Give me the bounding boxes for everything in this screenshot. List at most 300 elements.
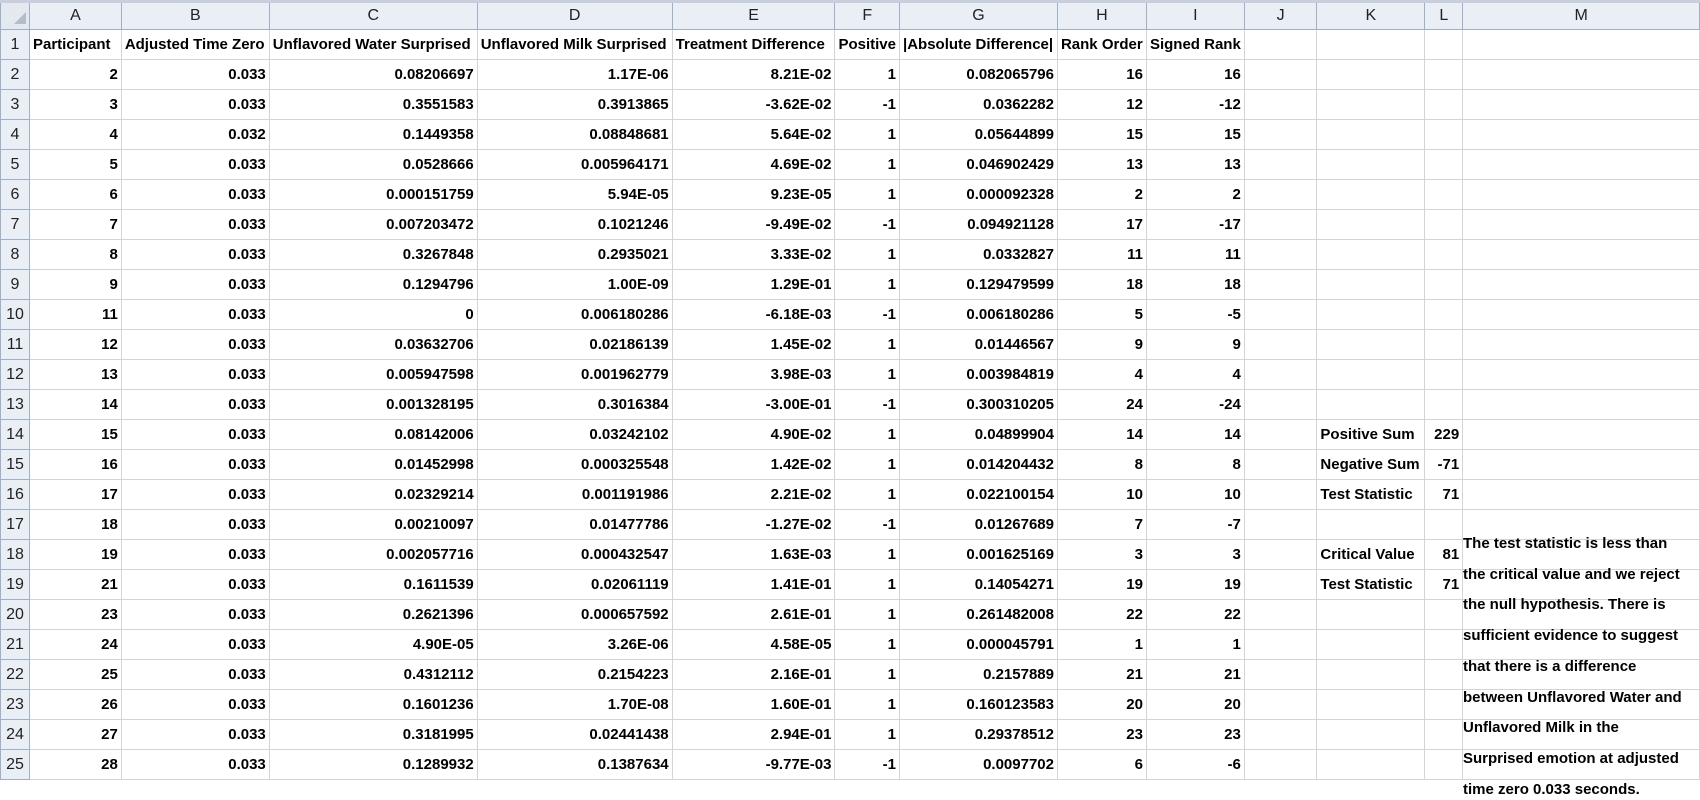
data-cell[interactable]: 1 <box>835 570 900 600</box>
data-cell[interactable]: 1.41E-01 <box>672 570 835 600</box>
empty-cell[interactable] <box>1244 420 1317 450</box>
data-cell[interactable]: -7 <box>1146 510 1244 540</box>
empty-cell[interactable] <box>1463 30 1700 60</box>
row-header[interactable]: 16 <box>1 480 30 510</box>
empty-cell[interactable] <box>1244 150 1317 180</box>
row-header[interactable]: 4 <box>1 120 30 150</box>
data-cell[interactable]: 15 <box>1146 120 1244 150</box>
column-header-g[interactable]: G <box>900 2 1058 30</box>
empty-cell[interactable] <box>1463 270 1700 300</box>
header-cell[interactable]: Signed Rank <box>1146 30 1244 60</box>
data-cell[interactable]: -9.77E-03 <box>672 750 835 780</box>
column-header-f[interactable]: F <box>835 2 900 30</box>
empty-cell[interactable] <box>1425 180 1463 210</box>
data-cell[interactable]: 0.03632706 <box>269 330 477 360</box>
data-cell[interactable]: 0.033 <box>121 330 269 360</box>
data-cell[interactable]: 0.001625169 <box>900 540 1058 570</box>
data-cell[interactable]: 2.94E-01 <box>672 720 835 750</box>
column-header-j[interactable]: J <box>1244 2 1317 30</box>
data-cell[interactable]: 0.1294796 <box>269 270 477 300</box>
data-cell[interactable]: 0.02061119 <box>477 570 672 600</box>
empty-cell[interactable] <box>1244 450 1317 480</box>
column-header-h[interactable]: H <box>1057 2 1146 30</box>
row-header[interactable]: 11 <box>1 330 30 360</box>
data-cell[interactable]: 10 <box>1057 480 1146 510</box>
empty-cell[interactable] <box>1317 750 1425 780</box>
empty-cell[interactable] <box>1317 90 1425 120</box>
data-cell[interactable]: 20 <box>1057 690 1146 720</box>
data-cell[interactable]: 21 <box>1146 660 1244 690</box>
empty-cell[interactable] <box>1244 360 1317 390</box>
data-cell[interactable]: 1.42E-02 <box>672 450 835 480</box>
data-cell[interactable]: 1 <box>835 690 900 720</box>
empty-cell[interactable] <box>1425 240 1463 270</box>
data-cell[interactable]: 1.29E-01 <box>672 270 835 300</box>
data-cell[interactable]: 0.022100154 <box>900 480 1058 510</box>
empty-cell[interactable] <box>1317 630 1425 660</box>
data-cell[interactable]: 4 <box>1146 360 1244 390</box>
empty-cell[interactable] <box>1425 360 1463 390</box>
data-cell[interactable]: 0.1601236 <box>269 690 477 720</box>
empty-cell[interactable] <box>1244 690 1317 720</box>
data-cell[interactable]: 1 <box>835 180 900 210</box>
empty-cell[interactable] <box>1463 390 1700 420</box>
data-cell[interactable]: 12 <box>30 330 122 360</box>
data-cell[interactable]: 1.70E-08 <box>477 690 672 720</box>
data-cell[interactable]: 21 <box>30 570 122 600</box>
row-header[interactable]: 18 <box>1 540 30 570</box>
summary-value-cell[interactable]: -71 <box>1425 450 1463 480</box>
data-cell[interactable]: 5.94E-05 <box>477 180 672 210</box>
data-cell[interactable]: 3.33E-02 <box>672 240 835 270</box>
data-cell[interactable]: 0.000432547 <box>477 540 672 570</box>
data-cell[interactable]: 0.033 <box>121 450 269 480</box>
data-cell[interactable]: 1 <box>835 150 900 180</box>
data-cell[interactable]: 0.129479599 <box>900 270 1058 300</box>
header-cell[interactable]: Positive <box>835 30 900 60</box>
data-cell[interactable]: 7 <box>1057 510 1146 540</box>
empty-cell[interactable] <box>1317 210 1425 240</box>
empty-cell[interactable] <box>1317 30 1425 60</box>
data-cell[interactable]: 5 <box>30 150 122 180</box>
data-cell[interactable]: 0.0528666 <box>269 150 477 180</box>
data-cell[interactable]: 0.033 <box>121 660 269 690</box>
row-header[interactable]: 20 <box>1 600 30 630</box>
data-cell[interactable]: 3.26E-06 <box>477 630 672 660</box>
data-cell[interactable]: 8 <box>1146 450 1244 480</box>
row-header[interactable]: 14 <box>1 420 30 450</box>
column-header-e[interactable]: E <box>672 2 835 30</box>
data-cell[interactable]: 0.01446567 <box>900 330 1058 360</box>
row-header[interactable]: 5 <box>1 150 30 180</box>
empty-cell[interactable] <box>1463 150 1700 180</box>
data-cell[interactable]: 0.261482008 <box>900 600 1058 630</box>
row-header[interactable]: 6 <box>1 180 30 210</box>
data-cell[interactable]: 20 <box>1146 690 1244 720</box>
data-cell[interactable]: 2.16E-01 <box>672 660 835 690</box>
row-header[interactable]: 7 <box>1 210 30 240</box>
data-cell[interactable]: 0.000325548 <box>477 450 672 480</box>
data-cell[interactable]: 0.02186139 <box>477 330 672 360</box>
data-cell[interactable]: 0.08848681 <box>477 120 672 150</box>
data-cell[interactable]: 21 <box>1057 660 1146 690</box>
empty-cell[interactable] <box>1425 630 1463 660</box>
empty-cell[interactable] <box>1244 480 1317 510</box>
data-cell[interactable]: 9 <box>1146 330 1244 360</box>
row-header[interactable]: 8 <box>1 240 30 270</box>
data-cell[interactable]: 0.2157889 <box>900 660 1058 690</box>
row-header[interactable]: 12 <box>1 360 30 390</box>
data-cell[interactable]: 0.033 <box>121 630 269 660</box>
data-cell[interactable]: 0.000151759 <box>269 180 477 210</box>
data-cell[interactable]: 0.000045791 <box>900 630 1058 660</box>
empty-cell[interactable] <box>1463 420 1700 450</box>
empty-cell[interactable] <box>1425 390 1463 420</box>
data-cell[interactable]: 0.3181995 <box>269 720 477 750</box>
data-cell[interactable]: 19 <box>1146 570 1244 600</box>
data-cell[interactable]: 1.17E-06 <box>477 60 672 90</box>
data-cell[interactable]: 0.2621396 <box>269 600 477 630</box>
data-cell[interactable]: 1 <box>835 660 900 690</box>
data-cell[interactable]: 0.01267689 <box>900 510 1058 540</box>
row-header[interactable]: 24 <box>1 720 30 750</box>
empty-cell[interactable] <box>1317 120 1425 150</box>
data-cell[interactable]: 2 <box>1146 180 1244 210</box>
summary-label-cell[interactable]: Positive Sum <box>1317 420 1425 450</box>
column-header-m[interactable]: M <box>1463 2 1700 30</box>
data-cell[interactable]: 0.0332827 <box>900 240 1058 270</box>
data-cell[interactable]: 4.69E-02 <box>672 150 835 180</box>
data-cell[interactable]: 0.1449358 <box>269 120 477 150</box>
data-cell[interactable]: 0.033 <box>121 480 269 510</box>
data-cell[interactable]: 8 <box>1057 450 1146 480</box>
data-cell[interactable]: -9.49E-02 <box>672 210 835 240</box>
empty-cell[interactable] <box>1425 120 1463 150</box>
data-cell[interactable]: 0.005964171 <box>477 150 672 180</box>
data-cell[interactable]: 0.000657592 <box>477 600 672 630</box>
data-cell[interactable]: 1 <box>835 720 900 750</box>
data-cell[interactable]: 0.08206697 <box>269 60 477 90</box>
data-cell[interactable]: 6 <box>1057 750 1146 780</box>
data-cell[interactable]: 0.300310205 <box>900 390 1058 420</box>
data-cell[interactable]: 0 <box>269 300 477 330</box>
data-cell[interactable]: 0.01477786 <box>477 510 672 540</box>
data-cell[interactable]: -3.00E-01 <box>672 390 835 420</box>
data-cell[interactable]: 0.005947598 <box>269 360 477 390</box>
empty-cell[interactable] <box>1425 600 1463 630</box>
empty-cell[interactable] <box>1244 720 1317 750</box>
empty-cell[interactable] <box>1425 150 1463 180</box>
data-cell[interactable]: 22 <box>1146 600 1244 630</box>
empty-cell[interactable] <box>1425 300 1463 330</box>
data-cell[interactable]: 0.001328195 <box>269 390 477 420</box>
summary-value-cell[interactable]: 71 <box>1425 480 1463 510</box>
empty-cell[interactable] <box>1425 720 1463 750</box>
data-cell[interactable]: 0.033 <box>121 600 269 630</box>
row-header[interactable]: 10 <box>1 300 30 330</box>
row-header[interactable]: 15 <box>1 450 30 480</box>
data-cell[interactable]: -17 <box>1146 210 1244 240</box>
data-cell[interactable]: 1 <box>835 630 900 660</box>
data-cell[interactable]: 11 <box>1146 240 1244 270</box>
empty-cell[interactable] <box>1317 600 1425 630</box>
data-cell[interactable]: 0.03242102 <box>477 420 672 450</box>
empty-cell[interactable] <box>1244 600 1317 630</box>
empty-cell[interactable] <box>1244 30 1317 60</box>
data-cell[interactable]: -6.18E-03 <box>672 300 835 330</box>
data-cell[interactable]: 0.094921128 <box>900 210 1058 240</box>
data-cell[interactable]: 0.00210097 <box>269 510 477 540</box>
data-cell[interactable]: 0.033 <box>121 60 269 90</box>
data-cell[interactable]: -12 <box>1146 90 1244 120</box>
data-cell[interactable]: 0.033 <box>121 300 269 330</box>
column-header-a[interactable]: A <box>30 2 122 30</box>
empty-cell[interactable] <box>1463 360 1700 390</box>
row-header[interactable]: 9 <box>1 270 30 300</box>
data-cell[interactable]: 1 <box>835 330 900 360</box>
data-cell[interactable]: 4.90E-05 <box>269 630 477 660</box>
empty-cell[interactable] <box>1317 360 1425 390</box>
data-cell[interactable]: 0.046902429 <box>900 150 1058 180</box>
empty-cell[interactable] <box>1463 90 1700 120</box>
empty-cell[interactable] <box>1244 660 1317 690</box>
data-cell[interactable]: 0.033 <box>121 720 269 750</box>
data-cell[interactable]: 23 <box>1057 720 1146 750</box>
data-cell[interactable]: 1 <box>1146 630 1244 660</box>
row-header[interactable]: 19 <box>1 570 30 600</box>
data-cell[interactable]: 2.61E-01 <box>672 600 835 630</box>
data-cell[interactable]: 0.007203472 <box>269 210 477 240</box>
data-cell[interactable]: 14 <box>1146 420 1244 450</box>
data-cell[interactable]: 0.3267848 <box>269 240 477 270</box>
data-cell[interactable]: 19 <box>30 540 122 570</box>
data-cell[interactable]: 0.033 <box>121 540 269 570</box>
data-cell[interactable]: 16 <box>30 450 122 480</box>
summary-label-cell[interactable]: Negative Sum <box>1317 450 1425 480</box>
data-cell[interactable]: -1 <box>835 90 900 120</box>
data-cell[interactable]: 26 <box>30 690 122 720</box>
empty-cell[interactable] <box>1463 450 1700 480</box>
data-cell[interactable]: 0.08142006 <box>269 420 477 450</box>
data-cell[interactable]: 11 <box>30 300 122 330</box>
data-cell[interactable]: 0.003984819 <box>900 360 1058 390</box>
data-cell[interactable]: 2 <box>30 60 122 90</box>
empty-cell[interactable] <box>1463 120 1700 150</box>
data-cell[interactable]: 0.033 <box>121 90 269 120</box>
data-cell[interactable]: -1.27E-02 <box>672 510 835 540</box>
row-header[interactable]: 13 <box>1 390 30 420</box>
data-cell[interactable]: -1 <box>835 750 900 780</box>
data-cell[interactable]: 1 <box>1057 630 1146 660</box>
data-cell[interactable]: 0.033 <box>121 420 269 450</box>
data-cell[interactable]: 1 <box>835 480 900 510</box>
data-cell[interactable]: 0.033 <box>121 750 269 780</box>
data-cell[interactable]: 16 <box>1146 60 1244 90</box>
empty-cell[interactable] <box>1463 60 1700 90</box>
data-cell[interactable]: 0.160123583 <box>900 690 1058 720</box>
data-cell[interactable]: 28 <box>30 750 122 780</box>
column-header-l[interactable]: L <box>1425 2 1463 30</box>
empty-cell[interactable] <box>1425 660 1463 690</box>
data-cell[interactable]: 9.23E-05 <box>672 180 835 210</box>
empty-cell[interactable] <box>1244 180 1317 210</box>
data-cell[interactable]: 1 <box>835 360 900 390</box>
header-cell[interactable]: Unflavored Water Surprised <box>269 30 477 60</box>
data-cell[interactable]: 1 <box>835 240 900 270</box>
data-cell[interactable]: 17 <box>30 480 122 510</box>
data-cell[interactable]: 1.45E-02 <box>672 330 835 360</box>
data-cell[interactable]: 8.21E-02 <box>672 60 835 90</box>
data-cell[interactable]: 7 <box>30 210 122 240</box>
data-cell[interactable]: 1 <box>835 450 900 480</box>
data-cell[interactable]: 1 <box>835 270 900 300</box>
empty-cell[interactable] <box>1425 330 1463 360</box>
empty-cell[interactable] <box>1244 330 1317 360</box>
empty-cell[interactable] <box>1244 210 1317 240</box>
data-cell[interactable]: 0.1611539 <box>269 570 477 600</box>
data-cell[interactable]: 0.033 <box>121 360 269 390</box>
summary-value-cell[interactable]: 81 <box>1425 540 1463 570</box>
data-cell[interactable]: 0.1021246 <box>477 210 672 240</box>
data-cell[interactable]: 0.3913865 <box>477 90 672 120</box>
empty-cell[interactable] <box>1317 300 1425 330</box>
empty-cell[interactable] <box>1463 300 1700 330</box>
data-cell[interactable]: 0.033 <box>121 240 269 270</box>
empty-cell[interactable] <box>1425 750 1463 780</box>
data-cell[interactable]: 11 <box>1057 240 1146 270</box>
empty-cell[interactable] <box>1425 510 1463 540</box>
header-cell[interactable]: Participant <box>30 30 122 60</box>
column-header-k[interactable]: K <box>1317 2 1425 30</box>
summary-value-cell[interactable]: 71 <box>1425 570 1463 600</box>
data-cell[interactable]: 15 <box>1057 120 1146 150</box>
empty-cell[interactable] <box>1244 240 1317 270</box>
data-cell[interactable]: 14 <box>1057 420 1146 450</box>
data-cell[interactable]: 0.0097702 <box>900 750 1058 780</box>
summary-label-cell[interactable]: Critical Value <box>1317 540 1425 570</box>
data-cell[interactable]: 24 <box>30 630 122 660</box>
select-all-corner[interactable] <box>1 2 30 30</box>
data-cell[interactable]: -1 <box>835 210 900 240</box>
data-cell[interactable]: 1.60E-01 <box>672 690 835 720</box>
data-cell[interactable]: 0.2154223 <box>477 660 672 690</box>
conclusion-note[interactable]: The test statistic is less than the critical value and we reject the null hypothesis. There is sufficient evidence to suggest that there is a difference between Unflavored Water and Unflavored Milk in the Surprised emotion at adjusted time zero 0.033 seconds. <box>1463 535 1682 798</box>
empty-cell[interactable] <box>1317 720 1425 750</box>
data-cell[interactable]: 0.02441438 <box>477 720 672 750</box>
empty-cell[interactable] <box>1463 480 1700 510</box>
header-cell[interactable]: |Absolute Difference| <box>900 30 1058 60</box>
empty-cell[interactable] <box>1244 120 1317 150</box>
data-cell[interactable]: 0.1387634 <box>477 750 672 780</box>
data-cell[interactable]: 9 <box>1057 330 1146 360</box>
data-cell[interactable]: 24 <box>1057 390 1146 420</box>
empty-cell[interactable] <box>1317 510 1425 540</box>
empty-cell[interactable] <box>1425 210 1463 240</box>
data-cell[interactable]: 0.033 <box>121 510 269 540</box>
empty-cell[interactable] <box>1425 270 1463 300</box>
row-header[interactable]: 23 <box>1 690 30 720</box>
empty-cell[interactable] <box>1317 180 1425 210</box>
empty-cell[interactable] <box>1317 330 1425 360</box>
data-cell[interactable]: 2.21E-02 <box>672 480 835 510</box>
data-cell[interactable]: 1 <box>835 60 900 90</box>
row-header[interactable]: 22 <box>1 660 30 690</box>
data-cell[interactable]: 3.98E-03 <box>672 360 835 390</box>
data-cell[interactable]: 1 <box>835 420 900 450</box>
data-cell[interactable]: 5 <box>1057 300 1146 330</box>
empty-cell[interactable] <box>1317 690 1425 720</box>
data-cell[interactable]: 1 <box>835 600 900 630</box>
data-cell[interactable]: 4 <box>1057 360 1146 390</box>
data-cell[interactable]: 4.90E-02 <box>672 420 835 450</box>
data-cell[interactable]: 0.033 <box>121 270 269 300</box>
data-cell[interactable]: 4.58E-05 <box>672 630 835 660</box>
data-cell[interactable]: 0.001962779 <box>477 360 672 390</box>
data-cell[interactable]: 13 <box>30 360 122 390</box>
row-header[interactable]: 3 <box>1 90 30 120</box>
row-header[interactable]: 21 <box>1 630 30 660</box>
data-cell[interactable]: 3 <box>1146 540 1244 570</box>
column-header-d[interactable]: D <box>477 2 672 30</box>
data-cell[interactable]: 0.082065796 <box>900 60 1058 90</box>
empty-cell[interactable] <box>1244 60 1317 90</box>
data-cell[interactable]: 3 <box>1057 540 1146 570</box>
data-cell[interactable]: 22 <box>1057 600 1146 630</box>
data-cell[interactable]: -1 <box>835 510 900 540</box>
empty-cell[interactable] <box>1425 90 1463 120</box>
data-cell[interactable]: 1.63E-03 <box>672 540 835 570</box>
data-cell[interactable]: 3 <box>30 90 122 120</box>
data-cell[interactable]: 0.033 <box>121 180 269 210</box>
empty-cell[interactable] <box>1317 60 1425 90</box>
data-cell[interactable]: 1.00E-09 <box>477 270 672 300</box>
data-cell[interactable]: 19 <box>1057 570 1146 600</box>
data-cell[interactable]: 0.01452998 <box>269 450 477 480</box>
data-cell[interactable]: 1 <box>835 540 900 570</box>
column-header-c[interactable]: C <box>269 2 477 30</box>
empty-cell[interactable] <box>1463 330 1700 360</box>
summary-label-cell[interactable]: Test Statistic <box>1317 570 1425 600</box>
data-cell[interactable]: 0.2935021 <box>477 240 672 270</box>
data-cell[interactable]: -6 <box>1146 750 1244 780</box>
data-cell[interactable]: 0.4312112 <box>269 660 477 690</box>
data-cell[interactable]: 0.014204432 <box>900 450 1058 480</box>
data-cell[interactable]: 6 <box>30 180 122 210</box>
empty-cell[interactable] <box>1244 90 1317 120</box>
data-cell[interactable]: 0.001191986 <box>477 480 672 510</box>
data-cell[interactable]: 0.006180286 <box>900 300 1058 330</box>
data-cell[interactable]: 16 <box>1057 60 1146 90</box>
empty-cell[interactable] <box>1317 660 1425 690</box>
empty-cell[interactable] <box>1244 390 1317 420</box>
data-cell[interactable]: 12 <box>1057 90 1146 120</box>
data-cell[interactable]: 18 <box>1057 270 1146 300</box>
data-cell[interactable]: 0.002057716 <box>269 540 477 570</box>
data-cell[interactable]: 4 <box>30 120 122 150</box>
data-cell[interactable]: 17 <box>1057 210 1146 240</box>
data-cell[interactable]: 0.29378512 <box>900 720 1058 750</box>
data-cell[interactable]: 0.032 <box>121 120 269 150</box>
empty-cell[interactable] <box>1244 630 1317 660</box>
data-cell[interactable]: -5 <box>1146 300 1244 330</box>
data-cell[interactable]: 1 <box>835 120 900 150</box>
empty-cell[interactable] <box>1463 240 1700 270</box>
data-cell[interactable]: -1 <box>835 390 900 420</box>
data-cell[interactable]: 25 <box>30 660 122 690</box>
data-cell[interactable]: 0.02329214 <box>269 480 477 510</box>
data-cell[interactable]: 0.1289932 <box>269 750 477 780</box>
data-cell[interactable]: 9 <box>30 270 122 300</box>
